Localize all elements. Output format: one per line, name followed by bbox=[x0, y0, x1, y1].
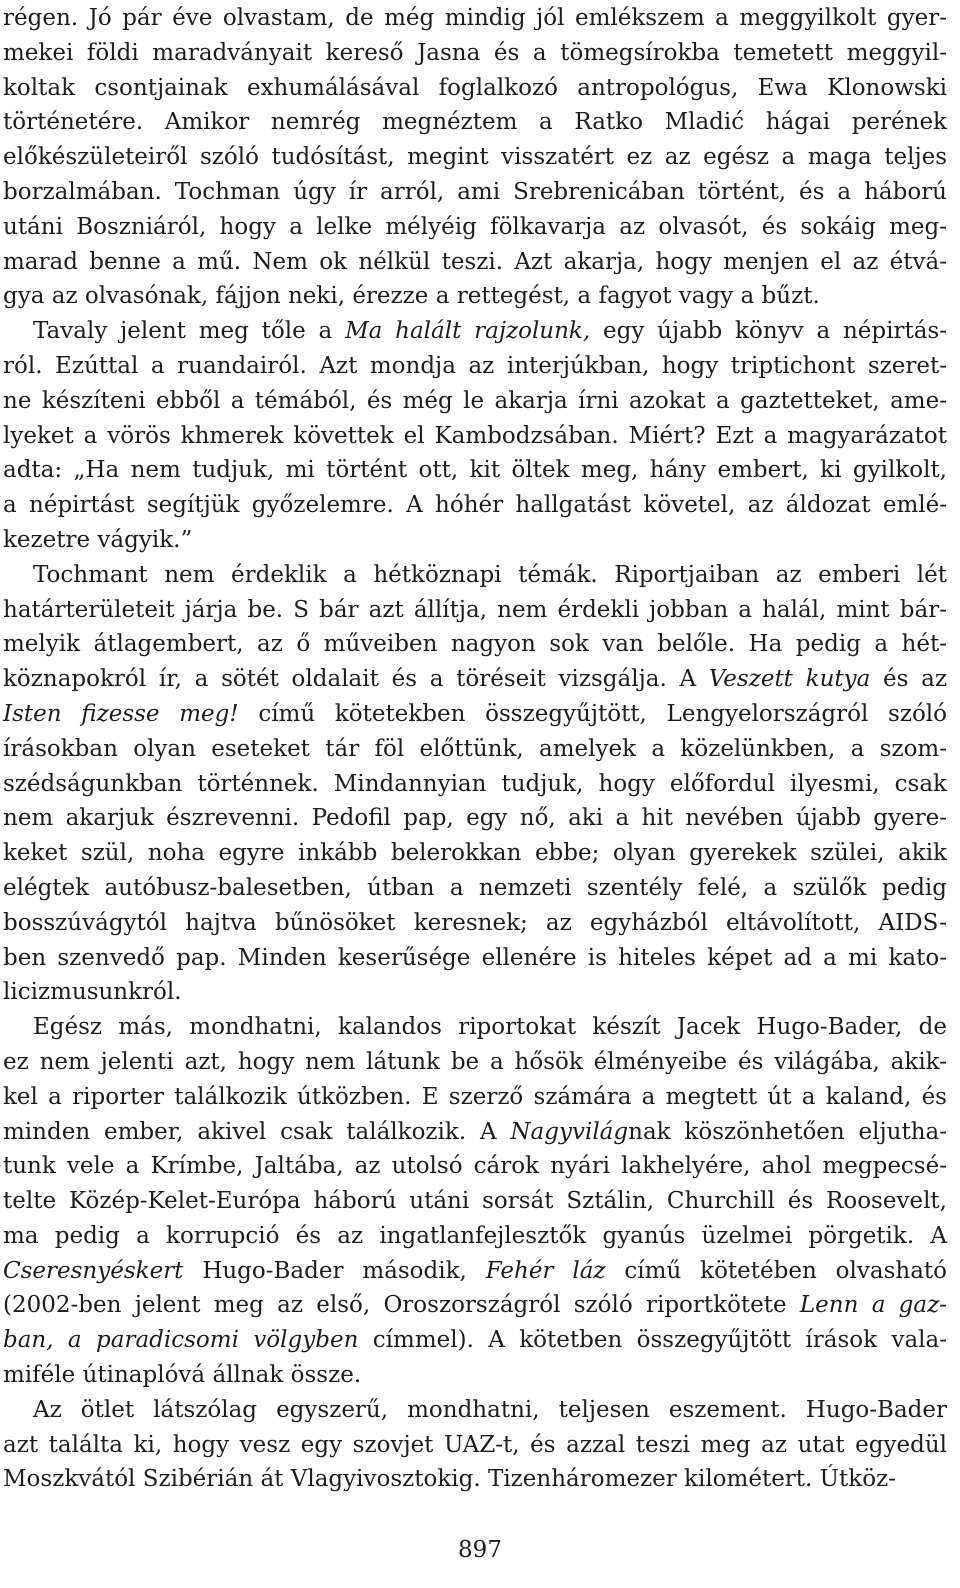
text-line: Tochmant nem érdeklik a hétköznapi témák. Riportjaiban az emberi lét bbox=[33, 561, 947, 588]
text-segment: és az bbox=[870, 666, 948, 693]
text-line: ról. Ezúttal a ruandairól. Azt mondja az interjúkban, hogy triptichont szeret- bbox=[3, 352, 947, 379]
text-line: tunk vele a Krímbe, Jaltába, az utolsó cárok nyári lakhelyére, ahol megpecsé- bbox=[3, 1153, 947, 1180]
text-line: ne készíteni ebből a témából, és még le akarja írni azokat a gaztetteket, ame- bbox=[3, 387, 947, 414]
text-line: Egész más, mondhatni, kalandos riportokat készít Jacek Hugo-Bader, de bbox=[33, 1014, 947, 1041]
italic-title: Ma halált rajzolunk, bbox=[345, 318, 591, 345]
text-line: régen. Jó pár éve olvastam, de még mindig jól emlékszem a meggyilkolt gyer- bbox=[3, 5, 947, 31]
text-line: Az ötlet látszólag egyszerű, mondhatni, teljesen eszement. Hugo-Bader bbox=[33, 1396, 947, 1423]
text-line bbox=[3, 1323, 947, 1358]
text-line: telte Közép-Kelet-Európa háború utáni sorsát Sztálin, Churchill és Roosevelt, bbox=[3, 1188, 947, 1215]
italic-title: Veszett kutya bbox=[708, 666, 871, 693]
text-segment: Hugo-Bader második, bbox=[183, 1257, 486, 1284]
text-line: borzalmában. Tochman úgy ír arról, ami Srebrenicában történt, és a háború bbox=[3, 178, 947, 205]
text-line: kel a riporter találkozik útközben. E szerző számára a megtett út a kaland, és bbox=[3, 1083, 947, 1110]
text-line: keket szül, noha egyre inkább belerokkan ebbe; olyan gyerekek szülei, akik bbox=[3, 840, 947, 867]
text-line: marad benne a mű. Nem ok nélkül teszi. Azt akarja, hogy menjen el az étvá- bbox=[3, 248, 947, 275]
text-line: ma pedig a korrupció és az ingatlanfejlesztők gyanús üzelmei pörgetik. A bbox=[3, 1222, 947, 1249]
text-line: melyik átlagembert, az ő műveiben nagyon sok van belőle. Ha pedig a hét- bbox=[3, 631, 947, 658]
text-line bbox=[3, 1254, 947, 1289]
italic-title: Nagyvilág bbox=[510, 1118, 629, 1145]
text-line: lyeket a vörös khmerek követtek el Kambodzsában. Miért? Ezt a magyarázatot bbox=[3, 422, 947, 449]
text-segment: (2002-ben jelent meg az első, Oroszországról szóló riportkötete bbox=[3, 1292, 800, 1319]
text-segment: című kötetében olvasható bbox=[605, 1257, 947, 1284]
text-segment: Tavaly jelent meg tőle a bbox=[33, 318, 346, 345]
text-segment: köznapokról ír, a sötét oldalait és a töréseit vizsgálja. A bbox=[3, 666, 709, 693]
text-line: szédságunkban történnek. Mindannyian tudjuk, hogy előfordul ilyesmi, csak bbox=[3, 770, 947, 797]
text-line: történetére. Amikor nemrég megnéztem a Ratko Mladić hágai perének bbox=[3, 109, 947, 136]
text-line: határterületeit járja be. S bár azt állítja, nem érdekli jobban a halál, mint bár- bbox=[3, 596, 947, 623]
text-line: ez nem jelenti azt, hogy nem látunk be a hősök élményeibe és világába, akik- bbox=[3, 1048, 947, 1075]
text-segment: címmel). A kötetben összegyűjtött írások vala- bbox=[358, 1327, 948, 1354]
text-line bbox=[3, 314, 947, 349]
text-line: Moszkvától Szibérián át Vlagyivosztokig. Tizenháromezer kilométert. Útköz- bbox=[3, 1466, 896, 1493]
text-line: utáni Boszniáról, hogy a lelke mélyéig fölkavarja az olvasót, és sokáig meg- bbox=[3, 213, 947, 240]
text-line: a népirtást segítjük győzelemre. A hóhér hallgatást követel, az áldozat emlé- bbox=[3, 492, 947, 519]
text-line: kezetre vágyik.” bbox=[3, 526, 193, 553]
text-line: azt találta ki, hogy vesz egy szovjet UAZ-t, és azzal teszi meg az utat egyedül bbox=[3, 1431, 947, 1458]
text-segment: nak köszönhetően eljutha- bbox=[628, 1118, 947, 1145]
page-number: 897 bbox=[458, 1537, 502, 1563]
text-segment: egy újabb könyv a népirtás- bbox=[590, 318, 947, 345]
text-segment: minden ember, akivel csak találkozik. A bbox=[3, 1118, 511, 1145]
text-line: mekei földi maradványait kereső Jasna és a tömegsírokba temetett meggyil- bbox=[3, 39, 947, 66]
italic-title: Lenn a gaz- bbox=[799, 1292, 947, 1319]
text-line bbox=[3, 1288, 947, 1323]
text-line bbox=[3, 662, 947, 697]
italic-title: ban, a paradicsomi völgyben bbox=[3, 1327, 359, 1354]
text-segment: című kötetekben összegyűjtött, Lengyelországról szóló bbox=[238, 700, 947, 727]
text-line: bosszúvágytól hajtva bűnösöket keresnek; az egyházból eltávolított, AIDS- bbox=[3, 909, 947, 936]
text-line bbox=[3, 1115, 947, 1150]
text-line: elégtek autóbusz-balesetben, útban a nemzeti szentély felé, a szülők pedig bbox=[3, 874, 947, 901]
body-text bbox=[3, 1, 947, 1497]
text-line: koltak csontjainak exhumálásával foglalkozó antropológus, Ewa Klonowski bbox=[3, 74, 947, 101]
text-line: gya az olvasónak, fájjon neki, érezze a rettegést, a fagyot vagy a bűzt. bbox=[3, 283, 820, 310]
italic-title: Isten fizesse meg! bbox=[3, 700, 239, 727]
text-line: előkészületeiről szóló tudósítást, megint visszatért ez az egész a maga teljes bbox=[3, 144, 947, 171]
text-line bbox=[3, 697, 947, 732]
text-line: licizmusunkról. bbox=[3, 979, 182, 1006]
text-line: írásokban olyan eseteket tár föl előttünk, amelyek a közelünkben, a szom- bbox=[3, 735, 947, 762]
text-line: miféle útinaplóvá állnak össze. bbox=[3, 1362, 362, 1389]
text-line: ben szenvedő pap. Minden keserűsége ellenére is hiteles képet ad a mi kato- bbox=[3, 944, 947, 971]
text-line: nem akarjuk észrevenni. Pedofil pap, egy nő, aki a hit nevében újabb gyere- bbox=[3, 805, 947, 832]
italic-title: Cseresnyéskert bbox=[3, 1257, 184, 1284]
italic-title: Fehér láz bbox=[485, 1257, 606, 1284]
text-line: adta: „Ha nem tudjuk, mi történt ott, kit öltek meg, hány embert, ki gyilkolt, bbox=[3, 457, 947, 484]
